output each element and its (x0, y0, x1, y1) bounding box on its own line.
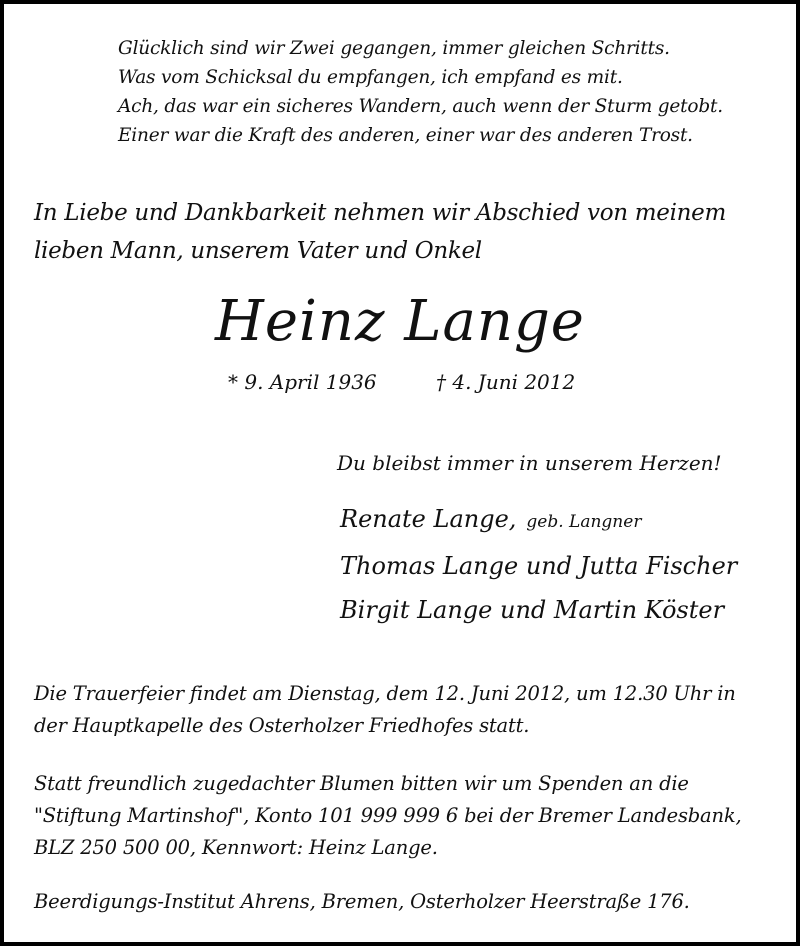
mourner (340, 497, 737, 544)
undertaker-info: Beerdigungs-Institut Ahrens, Bremen, Osterholzer Heerstraße 176. (34, 890, 690, 913)
donation-info (34, 768, 774, 864)
death-date: † 4. Juni 2012 (436, 370, 576, 394)
poem-line: Ach, das war ein sicheres Wandern, auch wenn der Sturm getobt. (118, 96, 723, 117)
service-line: Die Trauerfeier findet am Dienstag, dem 12. Juni 2012, um 12.30 Uhr in (34, 682, 736, 705)
mourners-list (340, 497, 737, 632)
donation-line: BLZ 250 500 00, Kennwort: Heinz Lange. (34, 836, 438, 859)
deceased-name: Heinz Lange (215, 289, 585, 354)
motto: Du bleibst immer in unserem Herzen! (337, 451, 722, 475)
farewell-intro (34, 194, 726, 270)
intro-line: lieben Mann, unserem Vater und Onkel (34, 238, 482, 264)
mourner-name: Birgit Lange und Martin Köster (340, 596, 725, 624)
service-line: der Hauptkapelle des Osterholzer Friedhofes statt. (34, 714, 530, 737)
mourner-name: Renate Lange, (340, 505, 517, 533)
donation-line: Statt freundlich zugedachter Blumen bitten wir um Spenden an die (34, 772, 689, 795)
mourner-name: Thomas Lange und Jutta Fischer (340, 552, 738, 580)
poem-line: Einer war die Kraft des anderen, einer war des anderen Trost. (118, 125, 693, 146)
mourner (340, 544, 737, 588)
birth-date: * 9. April 1936 (228, 370, 377, 394)
poem (118, 34, 723, 150)
poem-line: Glücklich sind wir Zwei gegangen, immer gleichen Schritts. (118, 38, 670, 59)
service-info (34, 678, 774, 742)
intro-line: In Liebe und Dankbarkeit nehmen wir Abschied von meinem (34, 200, 726, 226)
poem-line: Was vom Schicksal du empfangen, ich empfand es mit. (118, 67, 623, 88)
mourner-suffix: geb. Langner (526, 512, 642, 532)
mourner (340, 588, 737, 632)
donation-line: "Stiftung Martinshof", Konto 101 999 999 6 bei der Bremer Landesbank, (34, 804, 742, 827)
